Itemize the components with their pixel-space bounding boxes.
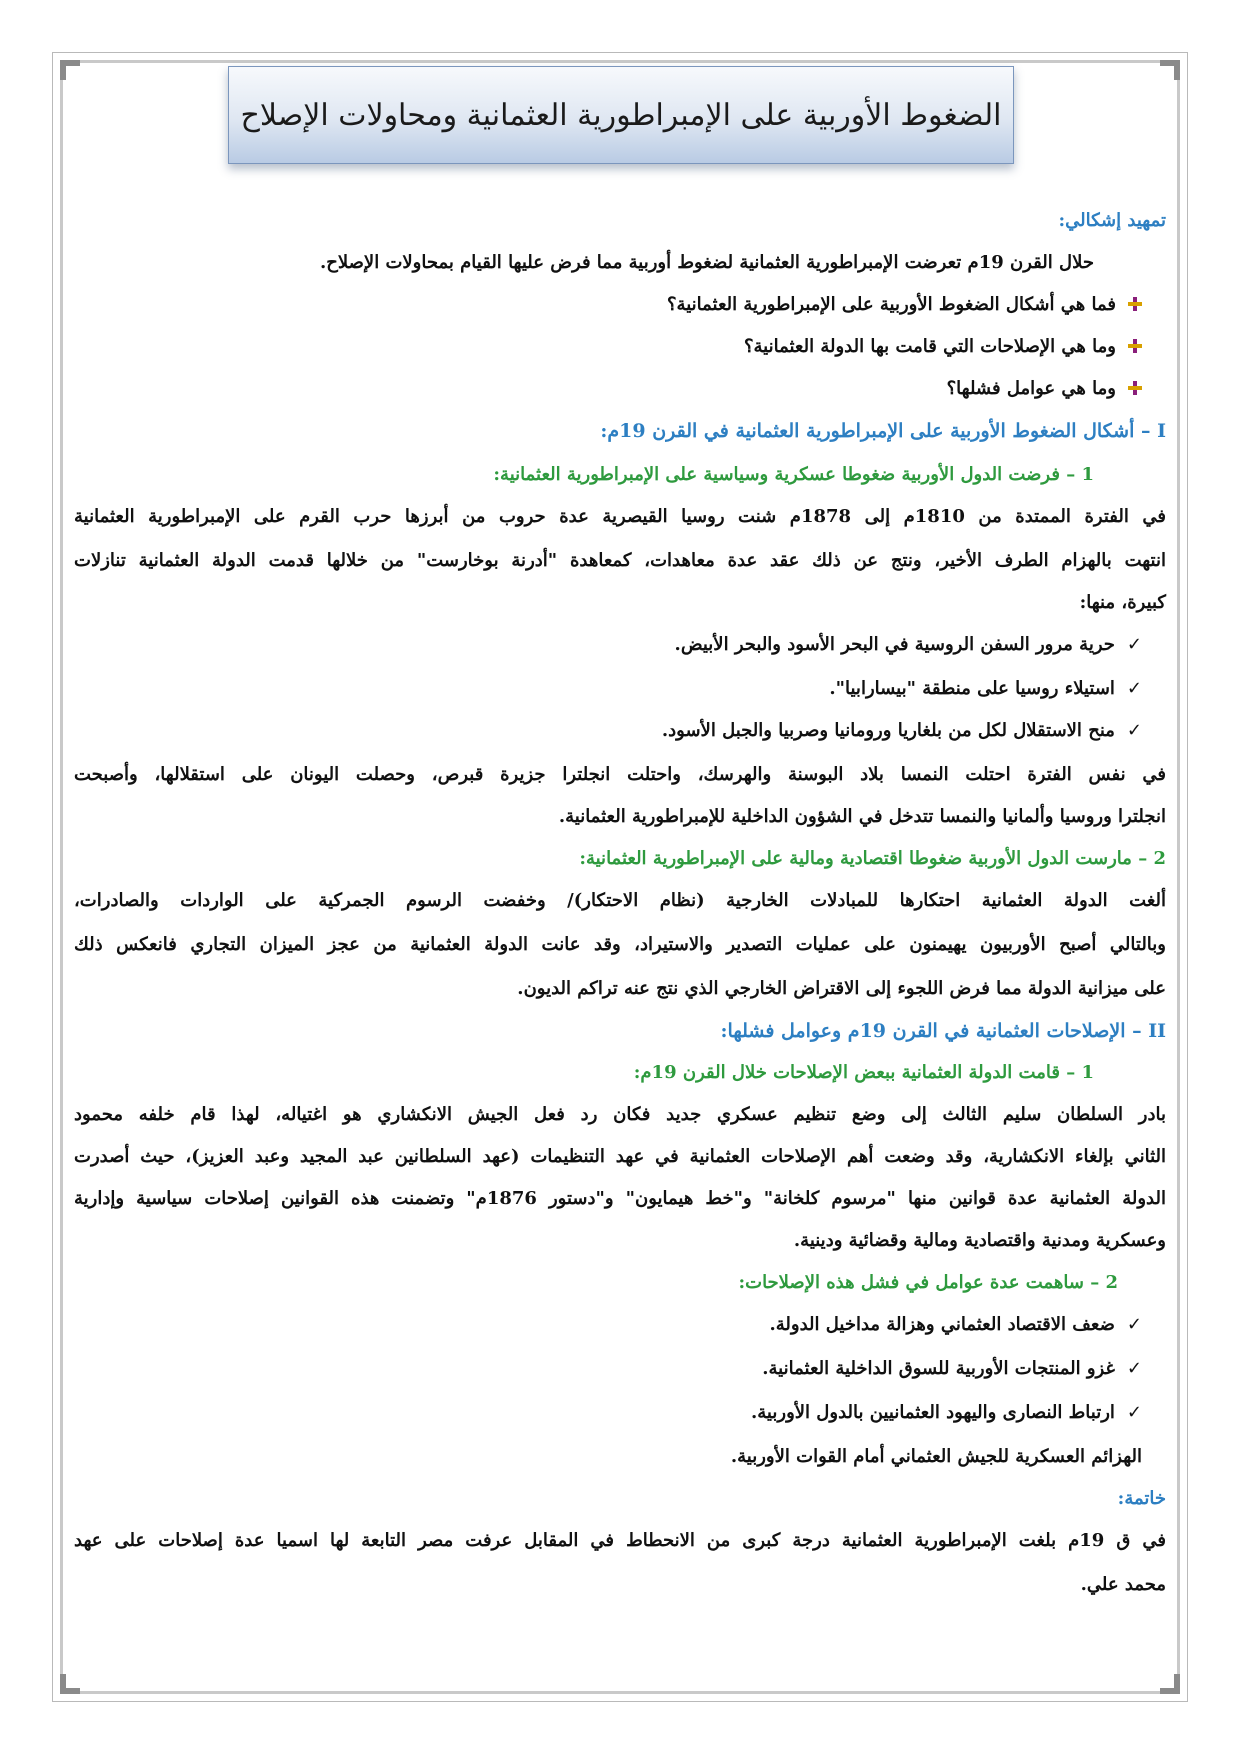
check-icon: ✓	[1126, 1358, 1142, 1379]
paragraph-line: الدولة العثمانية عدة قوانين منها "مرسوم كلخانة" و"خط هيمايون" و"دستور 1876م" وتضمنت هذه القوانين إصلاحات سياسية وإدارية	[74, 1188, 1166, 1209]
corner-ornament	[1160, 60, 1180, 80]
subsection-heading: 1 – قامت الدولة العثمانية ببعض الإصلاحات خلال القرن 19م:	[633, 1062, 1094, 1083]
paragraph-line: وعسكرية ومدنية واقتصادية ومالية وقضائية ودينية.	[793, 1230, 1166, 1251]
paragraph-line: كبيرة، منها:	[1079, 592, 1166, 613]
question-item: وما هي عوامل فشلها؟	[947, 378, 1142, 399]
corner-ornament	[1160, 1674, 1180, 1694]
question-item: فما هي أشكال الضغوط الأوربية على الإمبراطورية العثمانية؟	[667, 294, 1142, 315]
section-heading: I – أشكال الضغوط الأوربية على الإمبراطورية العثمانية في القرن 19م:	[600, 420, 1166, 442]
check-item: ✓ارتباط النصارى واليهود العثمانيين بالدول الأوربية.	[751, 1402, 1142, 1423]
paragraph-line: ألغت الدولة العثمانية احتكارها للمبادلات الخارجية (نظام الاحتكار)/ وخفضت الرسوم الجمركية على الواردات والصادرات،	[74, 890, 1166, 911]
plus-bullet-icon	[1128, 297, 1142, 311]
conclusion-heading: خاتمة:	[1117, 1488, 1166, 1509]
title-banner	[228, 66, 1014, 164]
check-item: ✓منح الاستقلال لكل من بلغاريا ورومانيا وصربيا والجبل الأسود.	[661, 720, 1142, 741]
check-item: ✓حرية مرور السفن الروسية في البحر الأسود والبحر الأبيض.	[674, 634, 1142, 655]
paragraph-line: انتهت بالهزام الطرف الأخير، ونتج عن ذلك عقد عدة معاهدات، كمعاهدة "أدرنة بوخارست" من خلالها قدمت الدولة العثمانية تنازلات	[74, 550, 1166, 571]
check-icon: ✓	[1126, 1402, 1142, 1423]
check-item: ✓غزو المنتجات الأوربية للسوق الداخلية العثمانية.	[762, 1358, 1142, 1379]
paragraph-line: في ق 19م بلغت الإمبراطورية العثمانية درجة كبرى من الانحطاط في المقابل عرفت مصر التابعة لها اسميا عدة إصلاحات على عهد	[74, 1530, 1166, 1551]
paragraph-line: على ميزانية الدولة مما فرض اللجوء إلى الاقتراض الخارجي الذي نتج عنه تراكم الديون.	[517, 978, 1166, 999]
check-icon: ✓	[1126, 1314, 1142, 1335]
paragraph-line: بادر السلطان سليم الثالث إلى وضع تنظيم عسكري جديد فكان رد فعل الجيش الانكشاري هو اغتياله، لهذا قام خلفه محمود	[74, 1104, 1166, 1125]
check-item: ✓ضعف الاقتصاد العثماني وهزالة مداخيل الدولة.	[769, 1314, 1142, 1335]
intro-heading: تمهيد إشكالي:	[1058, 210, 1166, 231]
paragraph-line: الثاني بإلغاء الانكشارية، وقد وضعت أهم الإصلاحات العثمانية في عهد التنظيمات (عهد السلطانين عبد المجيد وعبد العزيز)، حيث أصدرت	[74, 1146, 1166, 1167]
question-item: وما هي الإصلاحات التي قامت بها الدولة العثمانية؟	[744, 336, 1142, 357]
subsection-heading: 2 – مارست الدول الأوربية ضغوطا اقتصادية ومالية على الإمبراطورية العثمانية:	[579, 848, 1166, 869]
plus-bullet-icon	[1128, 339, 1142, 353]
paragraph-line: انجلترا وروسيا وألمانيا والنمسا تتدخل في الشؤون الداخلية للإمبراطورية العثمانية.	[558, 806, 1166, 827]
section-heading: II – الإصلاحات العثمانية في القرن 19م وعوامل فشلها:	[720, 1020, 1166, 1042]
page-title: الضغوط الأوربية على الإمبراطورية العثمانية ومحاولات الإصلاح	[240, 97, 1002, 133]
paragraph-line: وبالتالي أصبح الأوربيون يهيمنون على عمليات التصدير والاستيراد، وقد عانت الدولة العثمانية من عجز الميزان التجاري فانعكس ذلك	[74, 934, 1166, 955]
subsection-heading: 2 – ساهمت عدة عوامل في فشل هذه الإصلاحات:	[738, 1272, 1118, 1293]
corner-ornament	[60, 60, 80, 80]
paragraph-line: في الفترة الممتدة من 1810م إلى 1878م شنت روسيا القيصرية عدة حروب من أبرزها حرب القرم على الإمبراطورية العثمانية	[74, 506, 1166, 527]
subsection-heading: 1 – فرضت الدول الأوربية ضغوطا عسكرية وسياسية على الإمبراطورية العثمانية:	[493, 464, 1094, 485]
paragraph-line: الهزائم العسكرية للجيش العثماني أمام القوات الأوربية.	[730, 1446, 1142, 1467]
corner-ornament	[60, 1674, 80, 1694]
check-item: ✓استيلاء روسيا على منطقة "بيسارابيا".	[829, 678, 1142, 699]
check-icon: ✓	[1126, 678, 1142, 699]
intro-text: حلال القرن 19م تعرضت الإمبراطورية العثمانية لضغوط أوربية مما فرض عليها القيام بمحاولات الإصلاح.	[320, 252, 1094, 273]
paragraph-line: في نفس الفترة احتلت النمسا بلاد البوسنة والهرسك، واحتلت انجلترا جزيرة قبرص، وحصلت اليونان على استقلالها، وأصبحت	[74, 764, 1166, 785]
plus-bullet-icon	[1128, 381, 1142, 395]
paragraph-line: محمد علي.	[1080, 1574, 1166, 1595]
check-icon: ✓	[1126, 720, 1142, 741]
check-icon: ✓	[1126, 634, 1142, 655]
